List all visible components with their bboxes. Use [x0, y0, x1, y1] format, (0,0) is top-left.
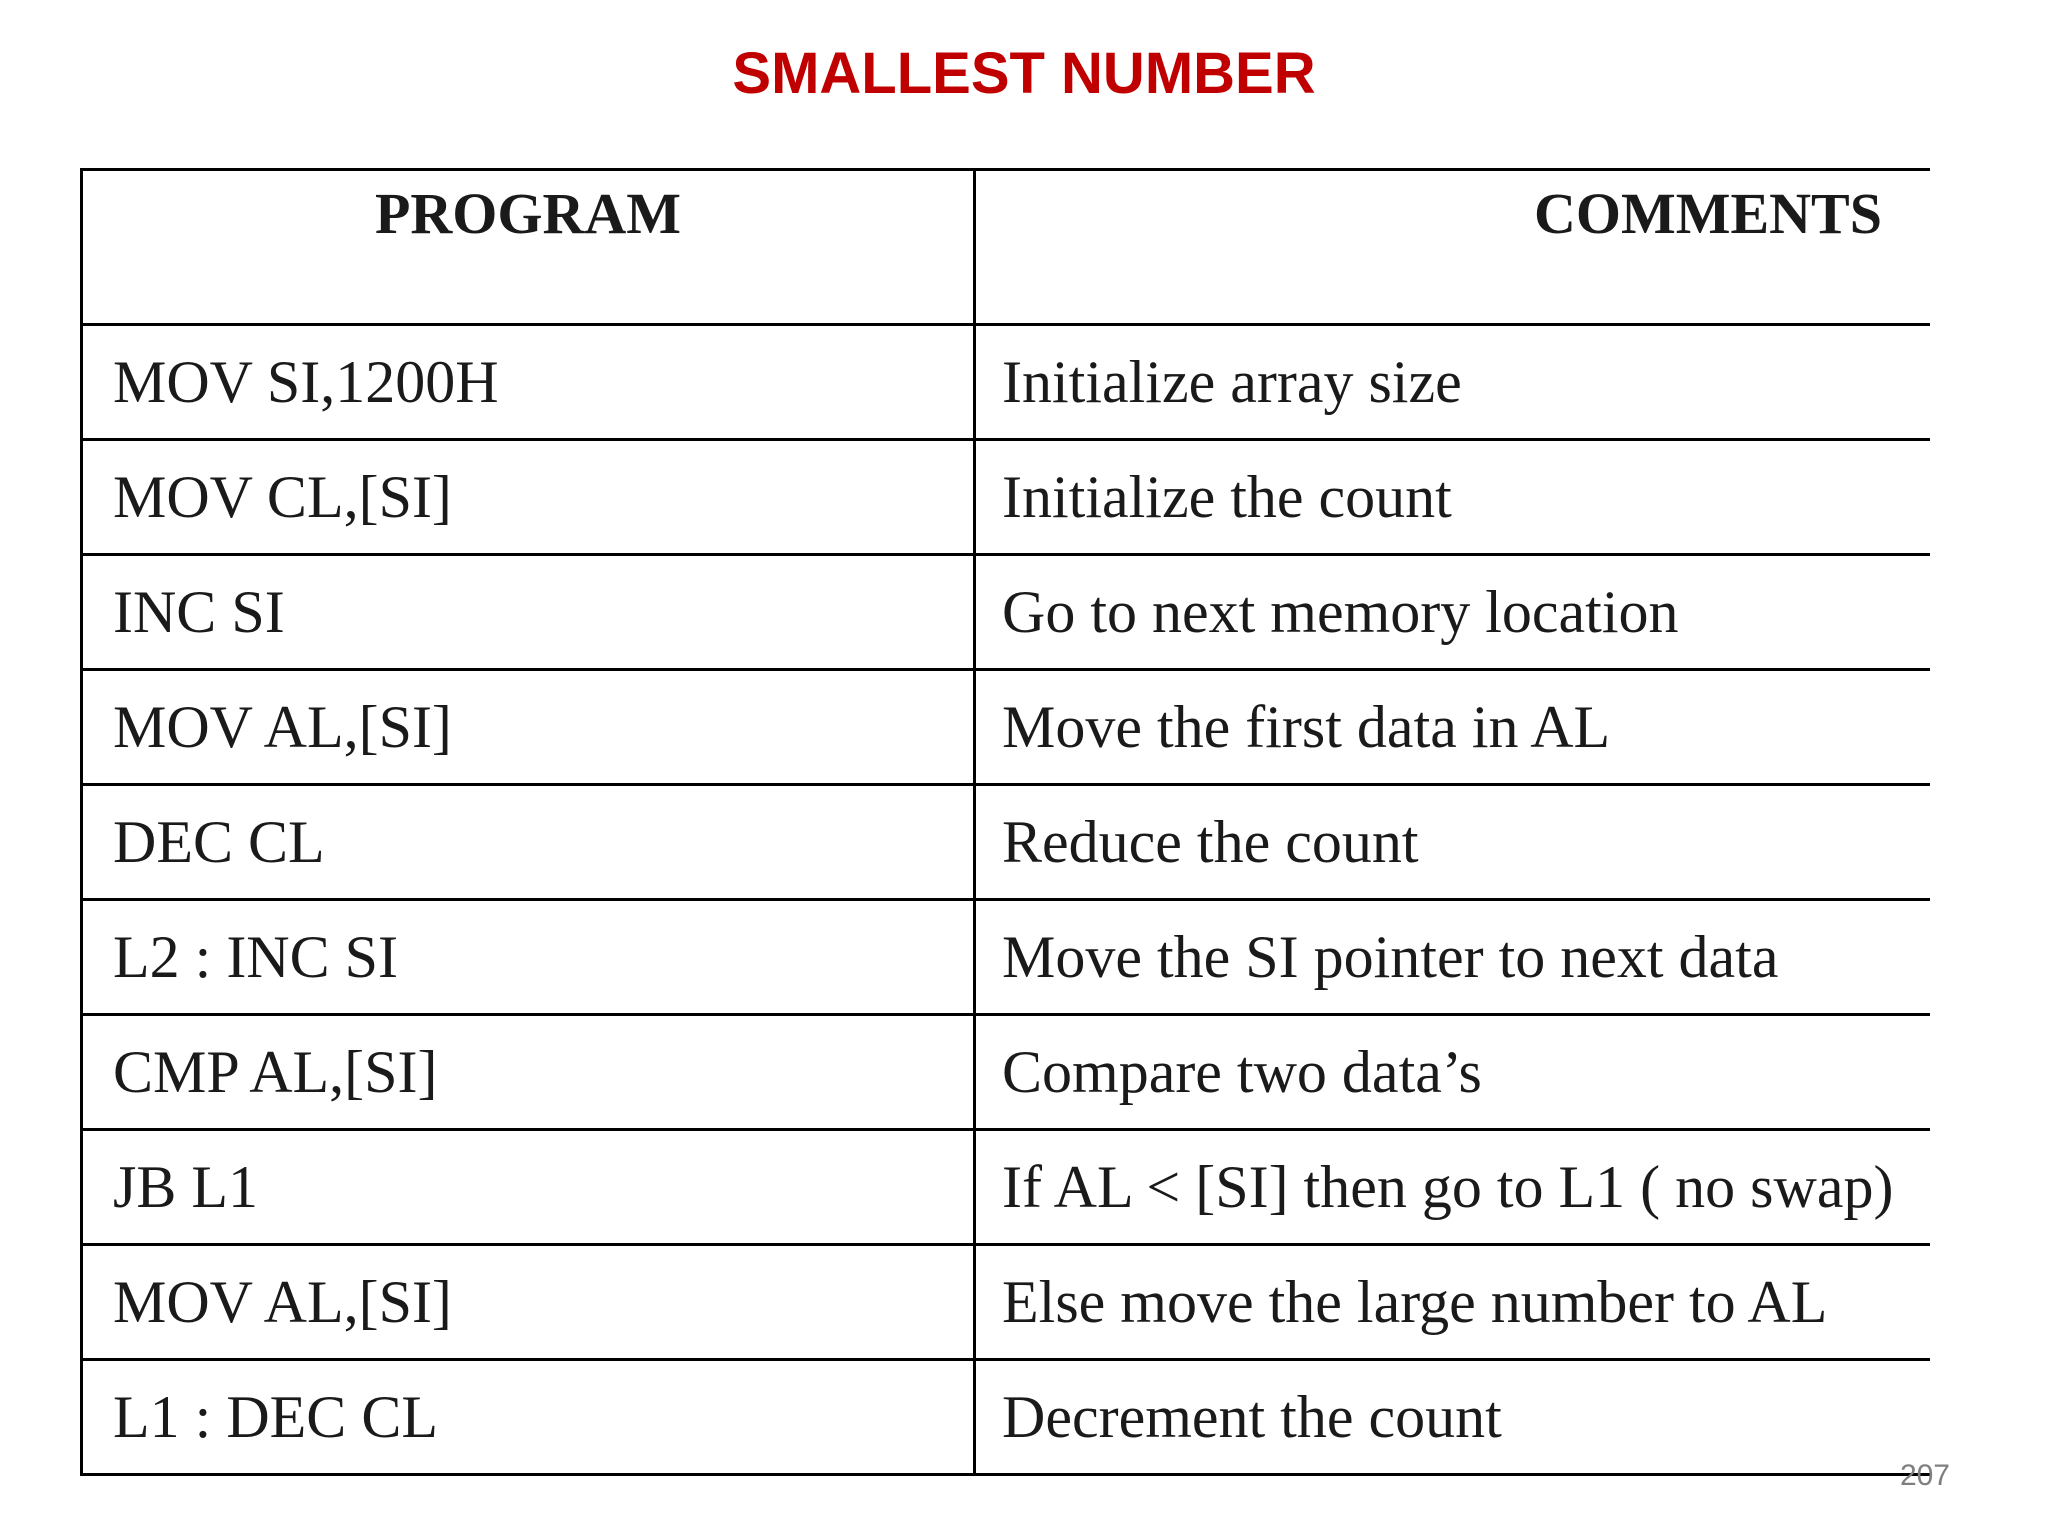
program-cell: L2 : INC SI [82, 900, 975, 1015]
table-row [82, 1015, 1931, 1130]
program-table [80, 168, 1930, 1476]
program-cell: MOV CL,[SI] [82, 440, 975, 555]
program-cell: DEC CL [82, 785, 975, 900]
table-row [82, 670, 1931, 785]
comment-cell: Initialize array size [975, 325, 1931, 440]
comment-cell: Decrement the count [975, 1360, 1931, 1475]
table-row [82, 440, 1931, 555]
comment-cell: Compare two data’s [975, 1015, 1931, 1130]
comment-cell: Move the SI pointer to next data [975, 900, 1931, 1015]
comment-cell: Go to next memory location [975, 555, 1931, 670]
program-cell: JB L1 [82, 1130, 975, 1245]
program-cell: MOV AL,[SI] [82, 1245, 975, 1360]
program-cell: L1 : DEC CL [82, 1360, 975, 1475]
table-row [82, 325, 1931, 440]
program-cell: MOV SI,1200H [82, 325, 975, 440]
program-cell: CMP AL,[SI] [82, 1015, 975, 1130]
table-row [82, 1245, 1931, 1360]
table-row [82, 1130, 1931, 1245]
table-row [82, 785, 1931, 900]
table-row [82, 900, 1931, 1015]
header-comments: COMMENTS [975, 170, 1931, 325]
slide-title: SMALLEST NUMBER [732, 41, 1316, 106]
comment-cell: If AL < [SI] then go to L1 ( no swap) [975, 1130, 1931, 1245]
header-program: PROGRAM [82, 170, 975, 325]
table-header-row [82, 170, 1931, 325]
page-number: 207 [1899, 1459, 1950, 1492]
table-row [82, 1360, 1931, 1475]
program-cell: MOV AL,[SI] [82, 670, 975, 785]
comment-cell: Initialize the count [975, 440, 1931, 555]
program-table-container [80, 168, 1930, 1464]
comment-cell: Move the first data in AL [975, 670, 1931, 785]
program-cell: INC SI [82, 555, 975, 670]
comment-cell: Else move the large number to AL [975, 1245, 1931, 1360]
table-row [82, 555, 1931, 670]
comment-cell: Reduce the count [975, 785, 1931, 900]
